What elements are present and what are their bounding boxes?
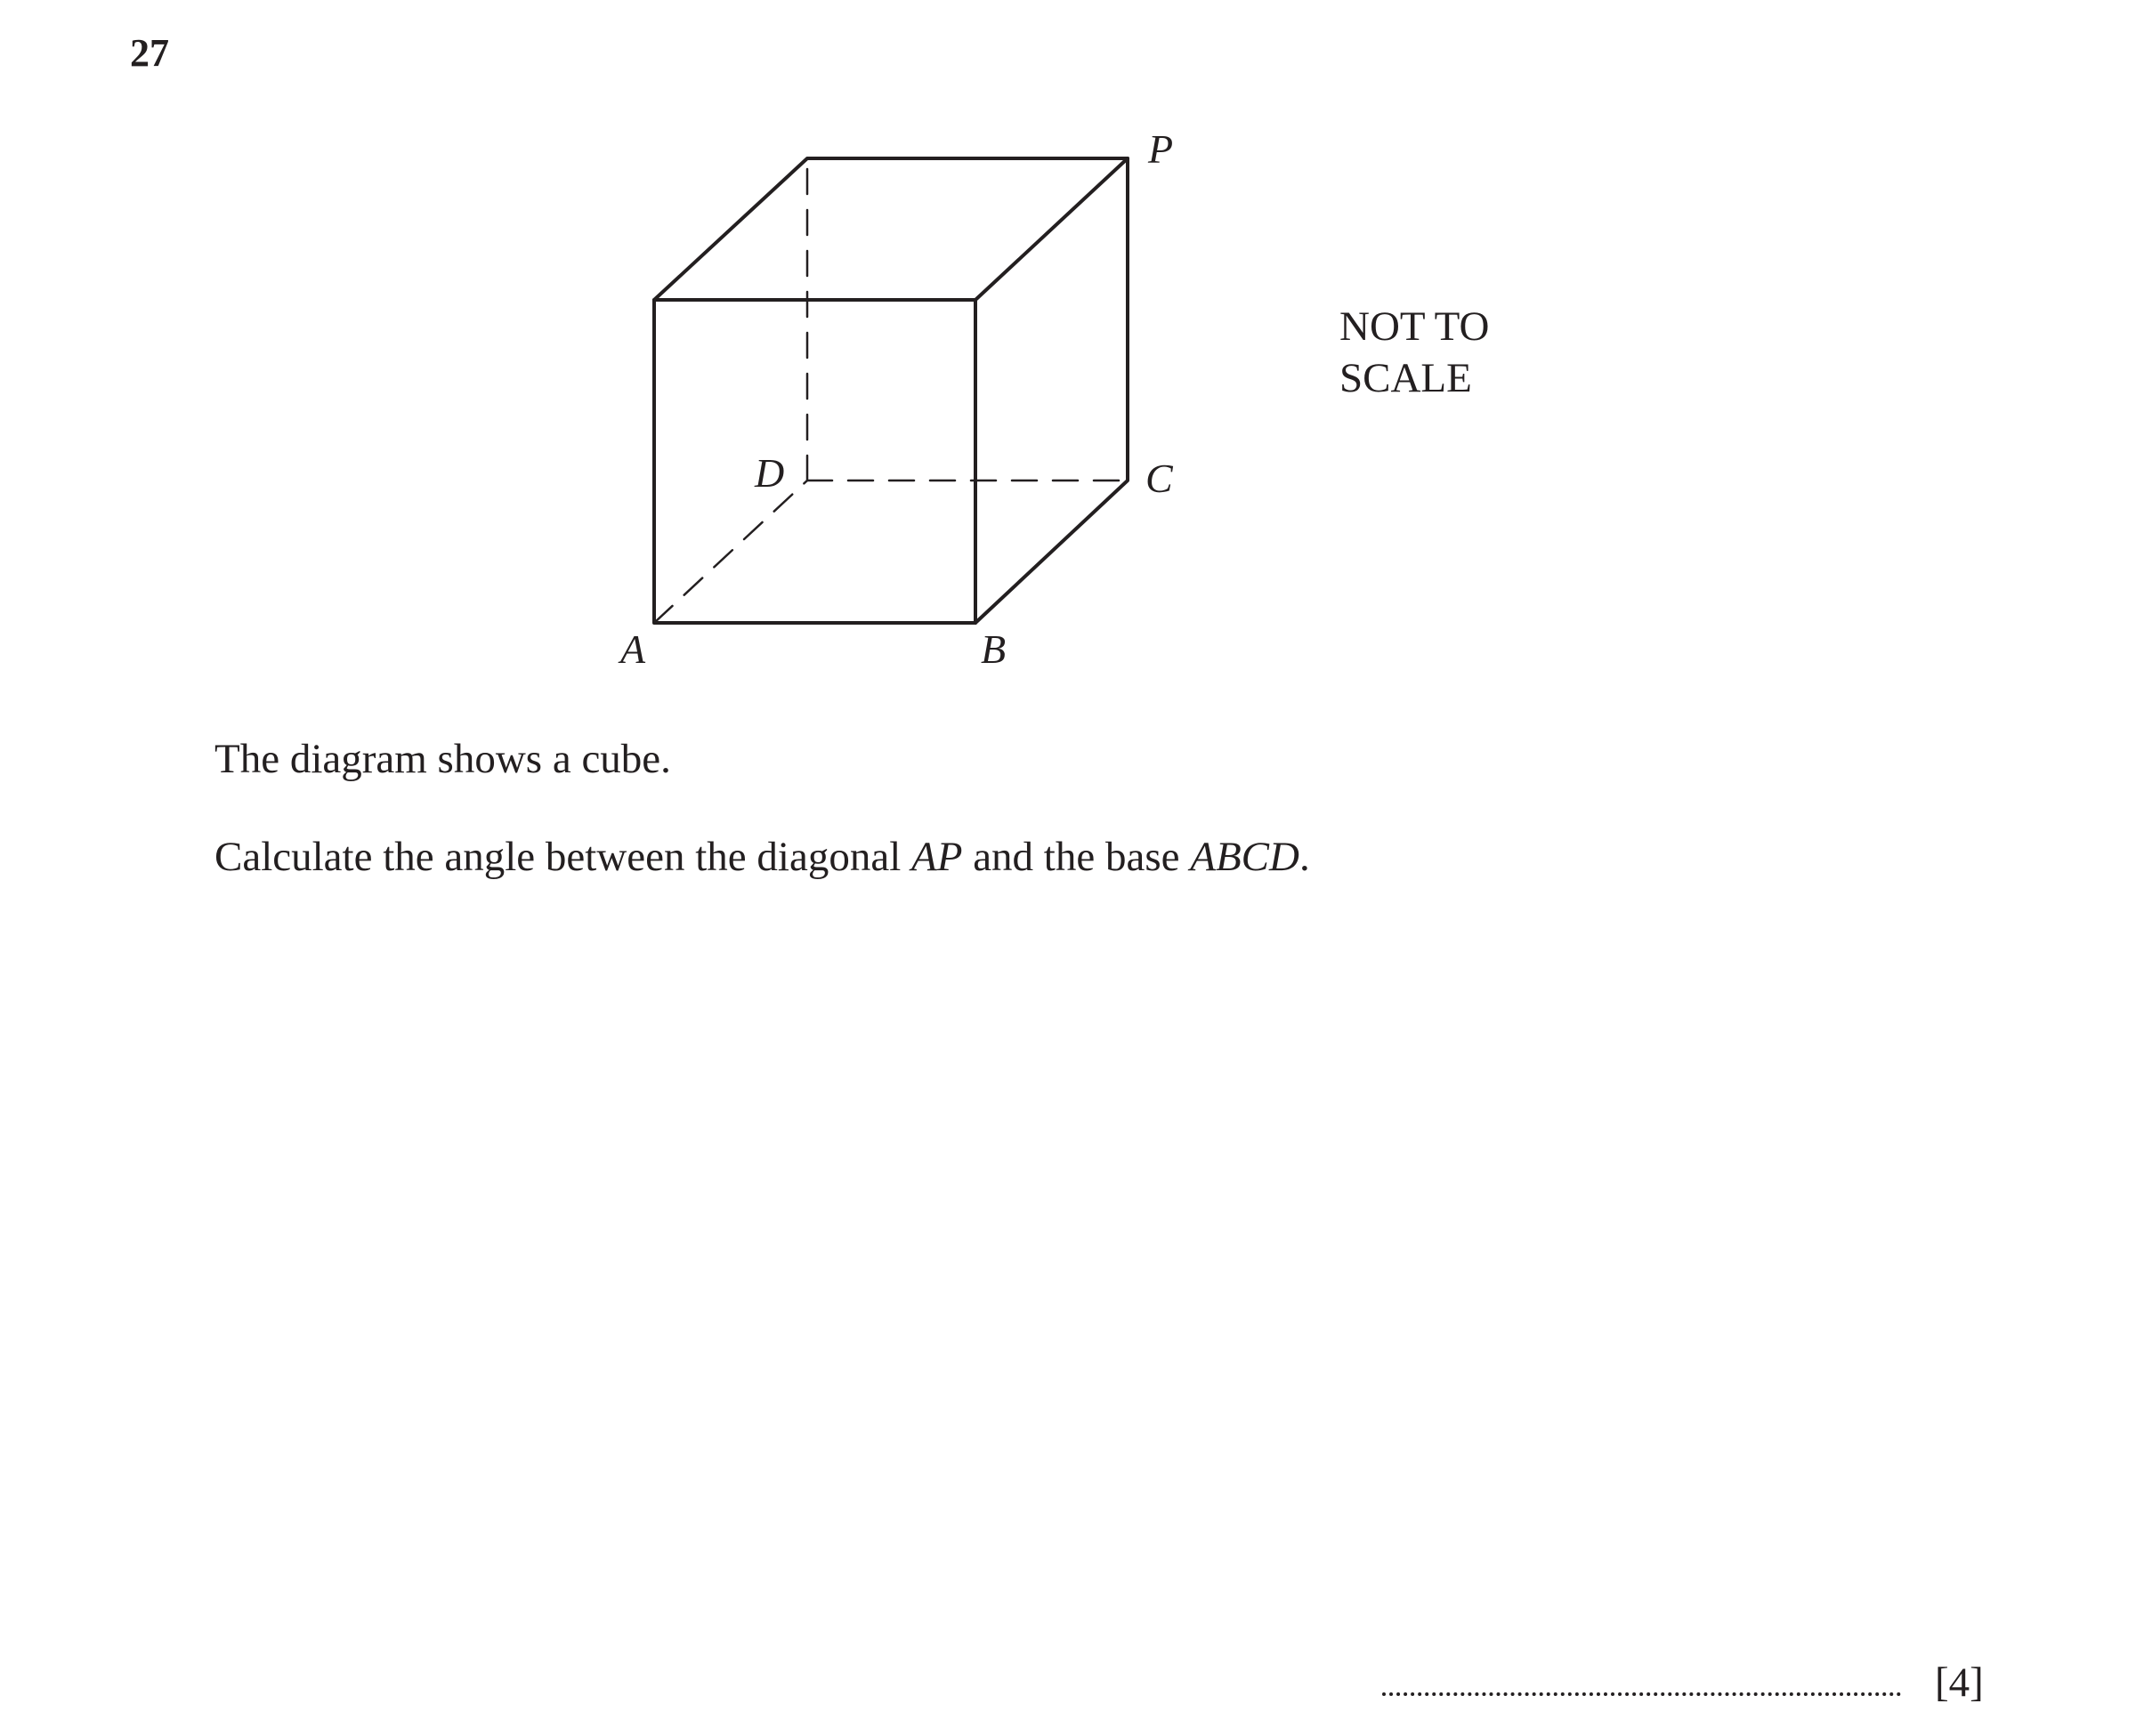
vertex-label-a: A: [620, 626, 646, 672]
marks-label: [4]: [1935, 1659, 1984, 1706]
vertex-label-b: B: [981, 626, 1007, 672]
question-text: [214, 836, 1310, 878]
question-text-part: and the base: [962, 834, 1191, 880]
note-line-2: SCALE: [1339, 355, 1472, 401]
vertex-label-c: C: [1145, 456, 1173, 501]
front-face: [654, 300, 975, 623]
top-face: [654, 158, 1128, 300]
answer-area: [1382, 1659, 1984, 1706]
vertex-label-d: D: [755, 450, 785, 496]
diagonal-label: AP: [911, 834, 963, 880]
note-line-1: NOT TO: [1339, 303, 1490, 350]
answer-line[interactable]: [1382, 1692, 1901, 1696]
not-to-scale-note: [1339, 301, 1489, 404]
question-text-part: .: [1298, 834, 1310, 880]
hidden-edge-ad: [654, 480, 807, 623]
question-text-part: Calculate the angle between the diagonal: [214, 834, 912, 880]
base-label: ABCD: [1190, 834, 1299, 880]
vertex-label-p: P: [1148, 126, 1174, 172]
question-number: 27: [130, 31, 169, 75]
statement-text: The diagram shows a cube.: [214, 736, 671, 782]
